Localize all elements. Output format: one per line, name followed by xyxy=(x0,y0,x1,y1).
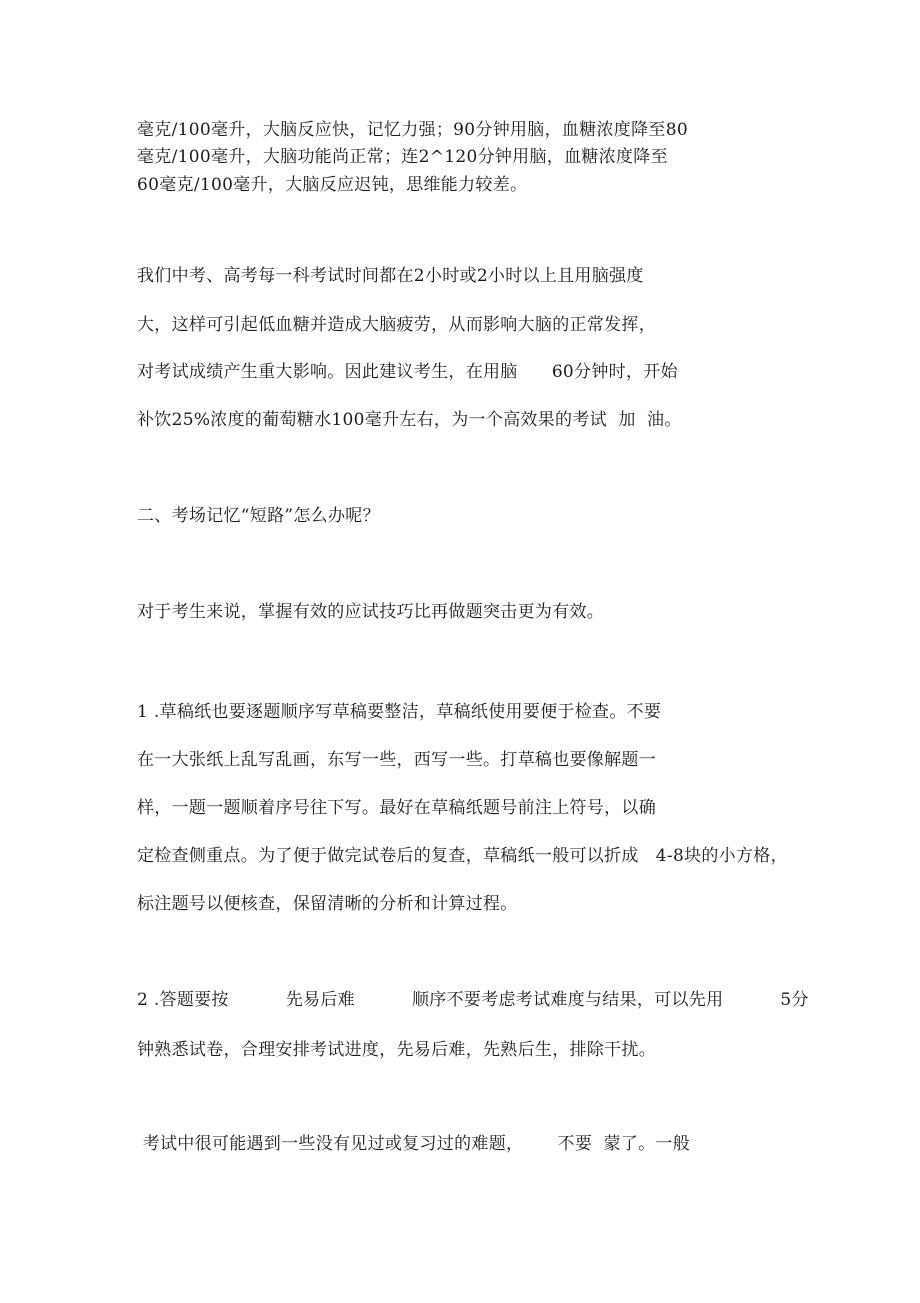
list-item-line: 2 .答题要按 先易后难 顺序不要考虑考试难度与结果，可以先用 5分 xyxy=(137,990,809,1010)
intro-line: 毫克/100毫升，大脑反应快，记忆力强；90分钟用脑，血糖浓度降至80 xyxy=(137,120,688,140)
section-heading: 二、考场记忆“短路”怎么办呢？ xyxy=(137,506,380,526)
list-item-line: 标注题号以便核查，保留清晰的分析和计算过程。 xyxy=(137,894,518,914)
intro-line: 60毫克/100毫升，大脑反应迟钝，思维能力较差。 xyxy=(137,175,528,195)
paragraph-line: 考试中很可能遇到一些没有见过或复习过的难题， 不要 蒙了。一般 xyxy=(137,1134,691,1154)
paragraph-line: 对于考生来说，掌握有效的应试技巧比再做题突击更为有效。 xyxy=(137,602,605,622)
intro-line: 毫克/100毫升，大脑功能尚正常；连2^120分钟用脑，血糖浓度降至 xyxy=(137,147,668,167)
paragraph-line: 我们中考、高考每一科考试时间都在2小时或2小时以上且用脑强度 xyxy=(137,266,644,286)
list-item-line: 1 .草稿纸也要逐题顺序写草稿要整洁，草稿纸使用要便于检查。不要 xyxy=(137,702,662,722)
paragraph-line: 补饮25%浓度的葡萄糖水100毫升左右，为一个高效果的考试 加 油。 xyxy=(137,410,682,430)
list-item-line: 样，一题一题顺着序号往下写。最好在草稿纸题号前注上符号，以确 xyxy=(137,798,656,818)
list-item-line: 定检查侧重点。为了便于做完试卷后的复查，草稿纸一般可以折成 4-8块的小方格， xyxy=(137,846,788,866)
paragraph-line: 大，这样可引起低血糖并造成大脑疲劳，从而影响大脑的正常发挥， xyxy=(137,315,656,335)
list-item-line: 在一大张纸上乱写乱画，东写一些，西写一些。打草稿也要像解题一 xyxy=(137,750,656,770)
paragraph-line: 对考试成绩产生重大影响。因此建议考生，在用脑 60分钟时，开始 xyxy=(137,362,678,382)
list-item-line: 钟熟悉试卷，合理安排考试进度，先易后难，先熟后生，排除干扰。 xyxy=(137,1040,656,1060)
